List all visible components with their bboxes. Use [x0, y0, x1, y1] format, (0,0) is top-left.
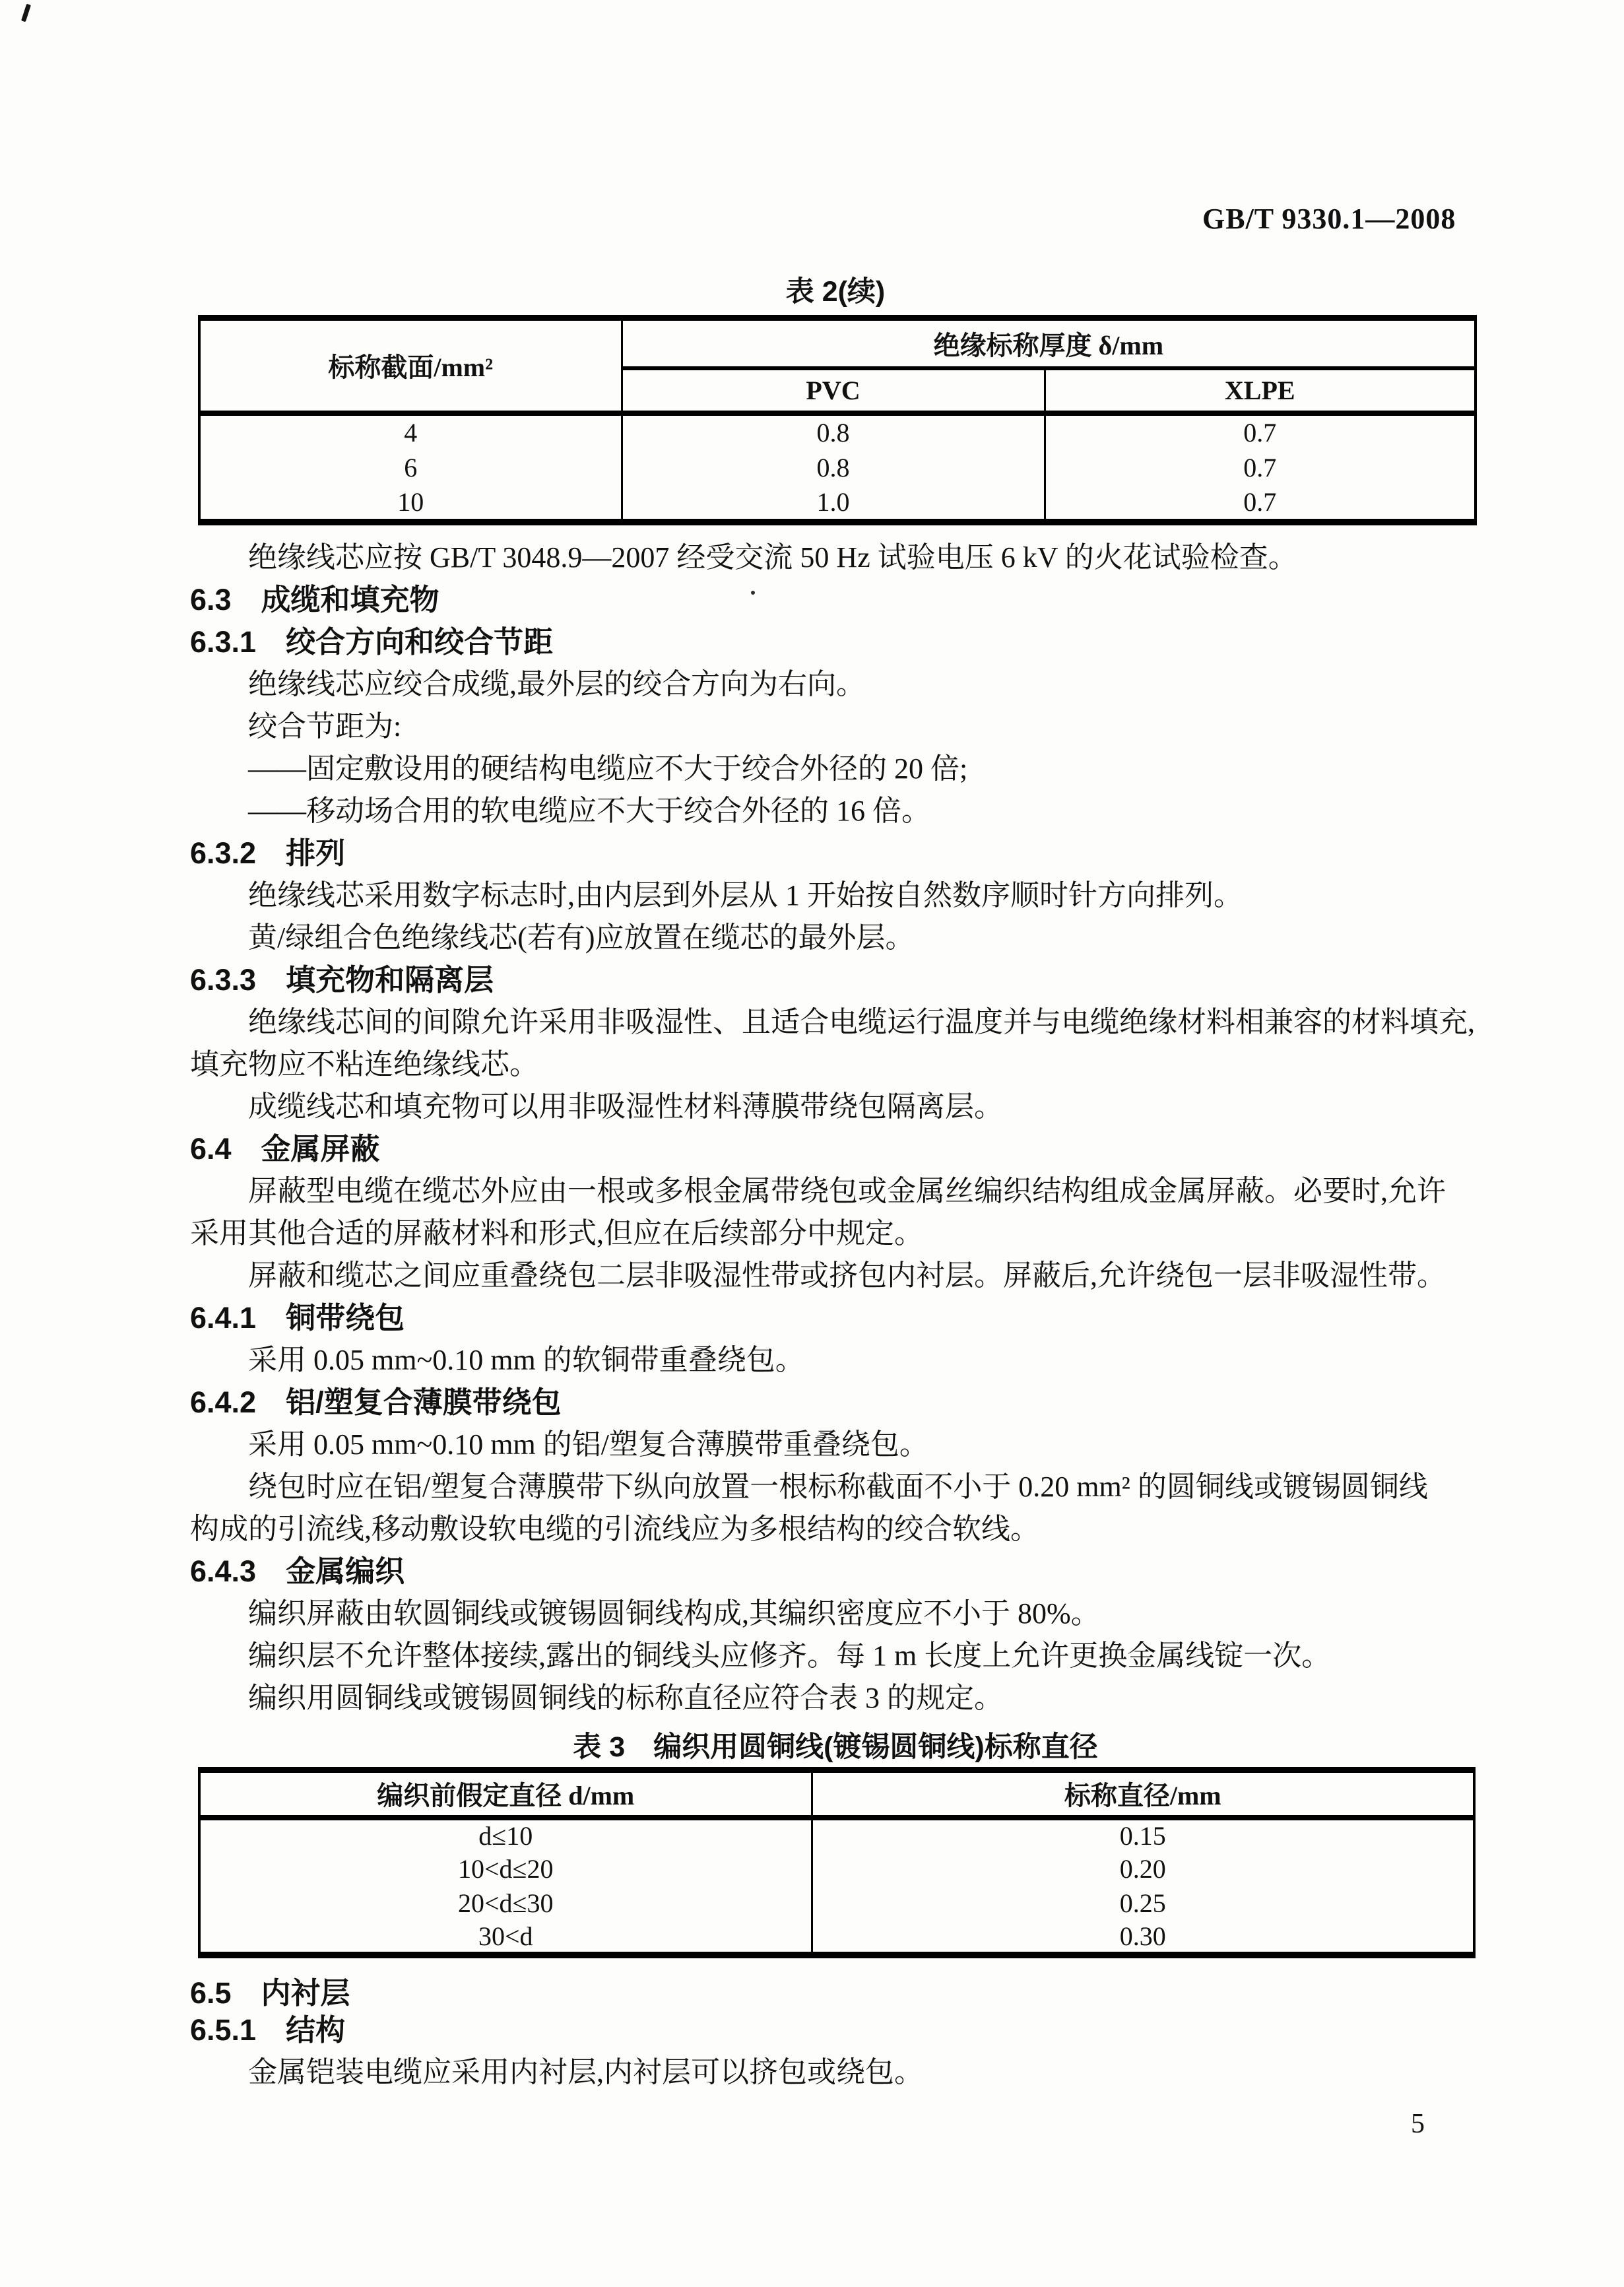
heading-6-3-2: 6.3.2 排列	[190, 836, 346, 870]
table2-col1-header: 标称截面/mm²	[199, 318, 622, 413]
table2-cell: 1.0	[622, 486, 1045, 522]
table2-span-header: 绝缘标称厚度 δ/mm	[622, 318, 1476, 368]
table-row	[199, 1818, 1474, 1852]
para-screen-wrap: 屏蔽和缆芯之间应重叠绕包二层非吸湿性带或挤包内衬层。屏蔽后,允许绕包一层非吸湿性带。	[190, 1259, 1446, 1292]
heading-6-3: 6.3 成缆和填充物	[190, 583, 439, 616]
heading-6-5-1: 6.5.1 结构	[190, 2013, 346, 2047]
para-lay-direction: 绝缘线芯应绞合成缆,最外层的绞合方向为右向。	[190, 668, 865, 700]
table3-header-row	[199, 1770, 1474, 1818]
table-row	[199, 486, 1476, 522]
table3-cell: 20<d≤30	[457, 1888, 554, 1918]
para-drain-wire-line-2: 构成的引流线,移动敷设软电缆的引流线应为多根结构的绞合软线。	[190, 1513, 1039, 1545]
table2-cell: 0.7	[1045, 413, 1476, 449]
table-row	[199, 1886, 1474, 1921]
para-filler-line-2: 填充物应不粘连绝缘线芯。	[190, 1048, 538, 1080]
standard-code: GB/T 9330.1—2008	[1202, 203, 1456, 235]
table3-cell: d≤10	[478, 1821, 533, 1851]
table3-header-nominal-diameter: 标称直径/mm	[812, 1770, 1474, 1818]
table3-cell: 0.15	[812, 1818, 1474, 1852]
table3-cell: 0.30	[812, 1921, 1474, 1955]
list-item-mobile-cable: ——移动场合用的软电缆应不大于绞合外径的 16 倍。	[190, 795, 930, 827]
table3-title: 表 3 编织用圆铜线(镀锡圆铜线)标称直径	[573, 1731, 1098, 1763]
para-yellow-green-core: 黄/绿组合色绝缘线芯(若有)应放置在缆芯的最外层。	[190, 921, 915, 954]
table2-header-pvc: PVC	[622, 368, 1045, 413]
para-braid-joint: 编织层不允许整体接续,露出的铜线头应修齐。每 1 m 长度上允许更换金属线锭一次。	[190, 1640, 1331, 1672]
table2-cell: 6	[404, 452, 418, 482]
table2-cell: 10	[397, 487, 424, 517]
heading-6-4-2: 6.4.2 铝/塑复合薄膜带绕包	[190, 1385, 562, 1419]
para-screen-line-2: 采用其他合适的屏蔽材料和形式,但应在后续部分中规定。	[190, 1217, 923, 1249]
table2-cell: 0.7	[1045, 486, 1476, 522]
para-numbering: 绝缘线芯采用数字标志时,由内层到外层从 1 开始按自然数序顺时针方向排列。	[190, 879, 1243, 911]
heading-6-3-3: 6.3.3 填充物和隔离层	[190, 963, 494, 997]
heading-6-4-3: 6.4.3 金属编织	[190, 1554, 405, 1588]
table-3	[198, 1767, 1476, 1958]
table-2-continued	[198, 315, 1477, 525]
para-al-film-tape: 采用 0.05 mm~0.10 mm 的铝/塑复合薄膜带重叠绕包。	[190, 1428, 928, 1461]
page-number: 5	[1411, 2109, 1425, 2139]
table3-cell: 0.20	[812, 1852, 1474, 1886]
table3-cell: 0.25	[812, 1886, 1474, 1921]
heading-6-4: 6.4 金属屏蔽	[190, 1132, 380, 1166]
body-text-block	[190, 537, 1475, 1719]
list-item-fixed-cable: ——固定敷设用的硬结构电缆应不大于绞合外径的 20 倍;	[190, 752, 968, 785]
table-row	[199, 449, 1476, 486]
para-spark-test: 绝缘线芯应按 GB/T 3048.9—2007 经受交流 50 Hz 试验电压 6 kV 的火花试验检查。	[190, 541, 1297, 574]
para-separator-tape: 成缆线芯和填充物可以用非吸湿性材料薄膜带绕包隔离层。	[190, 1090, 1003, 1123]
table2-header-row-1	[199, 318, 1476, 368]
heading-6-5: 6.5 内衬层	[190, 1976, 350, 2010]
scan-artifact-stroke	[21, 4, 31, 22]
para-inner-covering: 金属铠装电缆应采用内衬层,内衬层可以挤包或绕包。	[190, 2056, 923, 2088]
table3-cell: 30<d	[478, 1921, 533, 1951]
table3-cell: 10<d≤20	[457, 1854, 554, 1884]
heading-6-4-1: 6.4.1 铜带绕包	[190, 1301, 405, 1335]
para-filler-line-1: 绝缘线芯间的间隙允许采用非吸湿性、且适合电缆运行温度并与电缆绝缘材料相兼容的材料填充,	[190, 1006, 1475, 1038]
table2-cell: 0.8	[622, 449, 1045, 486]
table3-header-assumed-diameter: 编织前假定直径 d/mm	[199, 1770, 812, 1818]
para-braid-diameter: 编织用圆铜线或镀锡圆铜线的标称直径应符合表 3 的规定。	[190, 1682, 1003, 1714]
table-row	[199, 1852, 1474, 1886]
para-drain-wire-line-1: 绕包时应在铝/塑复合薄膜带下纵向放置一根标称截面不小于 0.20 mm² 的圆铜线或镀锡圆铜线	[190, 1471, 1428, 1503]
table2-header-xlpe: XLPE	[1045, 368, 1476, 413]
table-row	[199, 1921, 1474, 1955]
table2-cell: 0.8	[622, 413, 1045, 449]
para-braid-density: 编织屏蔽由软圆铜线或镀锡圆铜线构成,其编织密度应不小于 80%。	[190, 1597, 1100, 1630]
table2-title: 表 2(续)	[785, 276, 886, 308]
heading-6-3-1: 6.3.1 绞合方向和绞合节距	[190, 625, 554, 659]
table-row	[199, 413, 1476, 449]
para-lay-pitch-intro: 绞合节距为:	[190, 710, 402, 743]
para-screen-line-1: 屏蔽型电缆在缆芯外应由一根或多根金属带绕包或金属丝编织结构组成金属屏蔽。必要时,允许	[190, 1175, 1446, 1207]
table2-cell: 4	[404, 417, 418, 447]
para-copper-tape: 采用 0.05 mm~0.10 mm 的软铜带重叠绕包。	[190, 1344, 804, 1376]
table2-cell: 0.7	[1045, 449, 1476, 486]
